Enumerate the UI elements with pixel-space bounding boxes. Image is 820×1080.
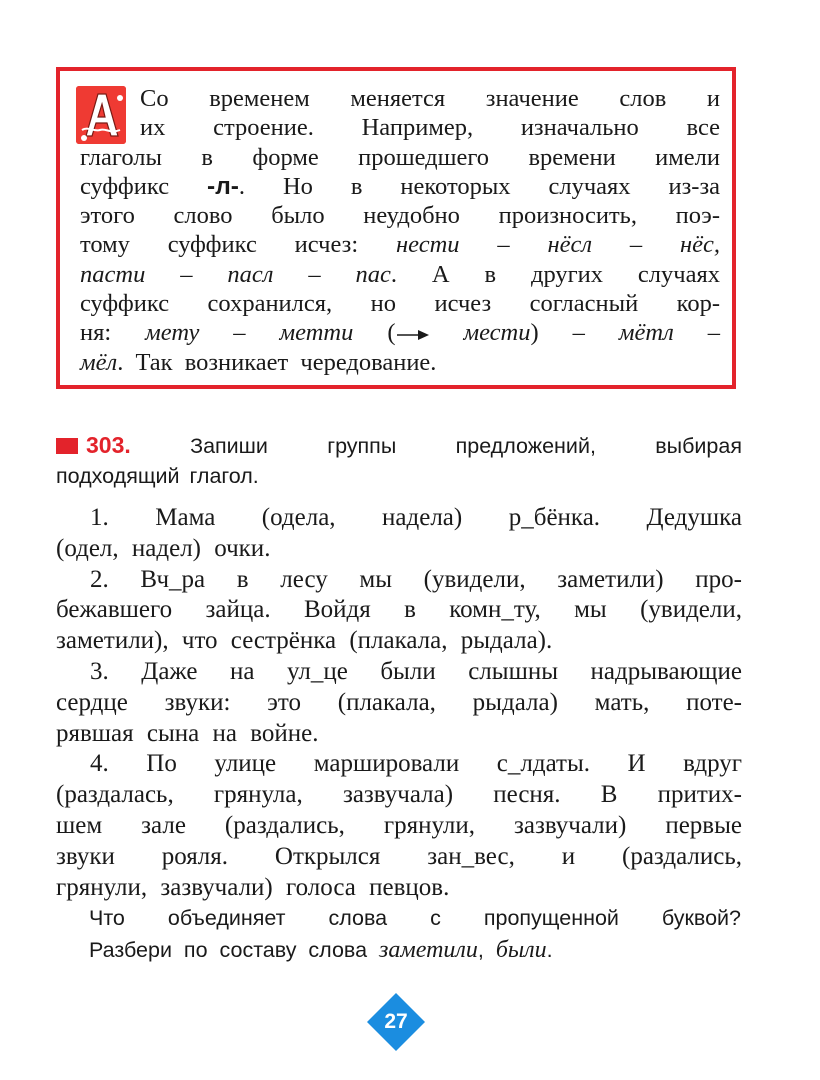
info-line: суффикс сохранился, но исчез согласный кор- [80,290,720,318]
info-paragraph [80,84,720,377]
info-line: Со временем меняется значение слов и [140,85,720,112]
info-line: пасти – пасл – пас. А в других случаях [80,260,720,288]
task-line: Что объединяет слова с пропущенной буквой? [89,906,741,930]
sentence-line: 3. Даже на ул_це были слышны надрывающие [90,657,742,685]
exercise-title-line: подходящий глагол. [56,464,259,488]
sentence-line: 4. По улице маршировали с_лдаты. И вдруг [90,750,742,778]
sentence-line: заметили), что сестрёнка (плакала, рыдала). [56,627,553,655]
info-line: ня: мету – метти ( мести) – мётл – [80,319,720,347]
info-line: тому суффикс исчез: нести – нёсл – нёс, [80,231,720,259]
arrow-right-icon [396,328,430,342]
exercise-header [56,430,742,491]
info-line: их строение. Например, изначально все [140,114,720,142]
sentence-line: рявшая сына на войне. [56,719,319,747]
exercise-number: 303. [86,432,131,458]
task-line: Разбери по составу слова заметили, были. [89,936,553,963]
sentence-line: шем зале (раздались, грянули, зазвучали) первые [56,811,742,839]
exercise-title-line: 303. Запиши группы предложений, выбирая [56,430,742,461]
info-line: суффикс -л-. Но в некоторых случаях из-за [80,172,721,200]
info-line: этого слово было неудобно произносить, поэ- [80,202,720,230]
sentence-line: 2. Вч_ра в лесу мы (увидели, заметили) про- [90,565,742,593]
sentence-line: сердце звуки: это (плакала, рыдала) мать, поте- [56,688,742,716]
sentence-line: грянули, зазвучали) голоса певцов. [56,873,450,901]
info-line: мёл. Так возникает чередование. [80,348,437,376]
sentence-line: звуки рояля. Открылся зан_вес, и (раздались, [56,842,742,870]
exercise-sentences [56,503,742,903]
page-number-badge [365,991,427,1053]
info-box [56,67,736,389]
sentence-line: (одел, надел) очки. [56,534,271,562]
info-line: глаголы в форме прошедшего времени имели [80,143,720,171]
suffix-l: -л- [207,172,239,200]
page-number: 27 [384,1010,408,1033]
task-question [89,903,741,966]
exercise-marker-icon [56,438,78,454]
sentence-line: бежавшего зайца. Войдя в комн_ту, мы (увидели, [56,596,742,624]
sentence-line: 1. Мама (одела, надела) р_бёнка. Дедушка [90,504,742,531]
sentence-line: (раздалась, грянула, зазвучала) песня. В притих- [56,781,742,809]
